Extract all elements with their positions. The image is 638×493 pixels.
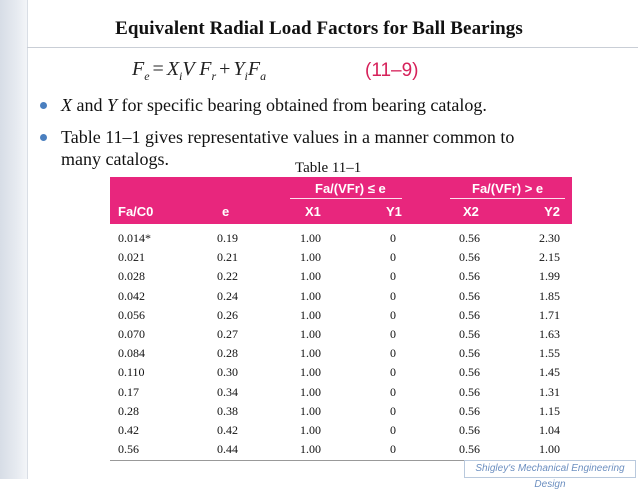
cell-x2: 0.56 <box>459 326 480 341</box>
cell-x2: 0.56 <box>459 250 480 265</box>
bullet-dot-icon <box>40 102 47 109</box>
cell-x2: 0.56 <box>459 269 480 284</box>
bullet-1-and: and <box>72 95 107 115</box>
cell-y2: 1.63 <box>539 326 560 341</box>
cell-x1: 1.00 <box>300 250 321 265</box>
header-col-y2: Y2 <box>544 204 560 219</box>
cell-x1: 1.00 <box>300 307 321 322</box>
left-decorative-band <box>0 0 27 479</box>
cell-e: 0.44 <box>217 442 238 457</box>
cell-x1: 1.00 <box>300 346 321 361</box>
eq-term2-f-sub: a <box>260 69 267 83</box>
eq-term2-y: Y <box>233 58 245 80</box>
equation-number: (11–9) <box>365 60 419 81</box>
eq-lhs: F <box>132 58 145 80</box>
left-band-divider <box>27 0 28 479</box>
cell-e: 0.21 <box>217 250 238 265</box>
table-header <box>110 177 572 224</box>
cell-fa-c0: 0.56 <box>118 442 139 457</box>
cell-y1: 0 <box>390 384 396 399</box>
cell-y1: 0 <box>390 269 396 284</box>
eq-term1-x: X <box>166 58 180 80</box>
cell-x1: 1.00 <box>300 403 321 418</box>
table-row <box>110 305 572 324</box>
cell-fa-c0: 0.42 <box>118 422 139 437</box>
cell-y2: 1.15 <box>539 403 560 418</box>
cell-x2: 0.56 <box>459 307 480 322</box>
eq-plus: + <box>219 58 231 80</box>
cell-e: 0.27 <box>217 326 238 341</box>
cell-x1: 1.00 <box>300 384 321 399</box>
cell-fa-c0: 0.084 <box>118 346 145 361</box>
header-group-1-rule <box>290 198 402 199</box>
cell-x1: 1.00 <box>300 365 321 380</box>
table-row <box>110 420 572 439</box>
eq-term2-f: F <box>247 58 261 80</box>
cell-y2: 1.00 <box>539 442 560 457</box>
cell-e: 0.26 <box>217 307 238 322</box>
eq-term1-vf-sub: r <box>211 69 217 83</box>
cell-fa-c0: 0.28 <box>118 403 139 418</box>
cell-e: 0.42 <box>217 422 238 437</box>
cell-x1: 1.00 <box>300 231 321 245</box>
cell-x1: 1.00 <box>300 288 321 303</box>
cell-fa-c0: 0.021 <box>118 250 145 265</box>
slide-title: Equivalent Radial Load Factors for Ball Bearings <box>115 18 523 39</box>
header-group-1: Fa/(VFr) ≤ e <box>315 181 386 196</box>
cell-y1: 0 <box>390 422 396 437</box>
table-caption: Table 11–1 <box>295 160 362 176</box>
cell-y1: 0 <box>390 326 396 341</box>
cell-fa-c0: 0.110 <box>118 365 145 380</box>
table-row <box>110 266 572 285</box>
cell-fa-c0: 0.028 <box>118 269 145 284</box>
cell-x2: 0.56 <box>459 365 480 380</box>
cell-x2: 0.56 <box>459 346 480 361</box>
table-row <box>110 362 572 381</box>
header-group-2-rule <box>450 198 565 199</box>
table-row <box>110 247 572 266</box>
cell-y2: 1.71 <box>539 307 560 322</box>
header-group-2: Fa/(VFr) > e <box>472 181 544 196</box>
cell-e: 0.28 <box>217 346 238 361</box>
cell-y2: 1.45 <box>539 365 560 380</box>
cell-y2: 2.15 <box>539 250 560 265</box>
cell-x2: 0.56 <box>459 442 480 457</box>
cell-x2: 0.56 <box>459 403 480 418</box>
cell-y1: 0 <box>390 346 396 361</box>
cell-y1: 0 <box>390 442 396 457</box>
table-row <box>110 382 572 401</box>
cell-e: 0.34 <box>217 384 238 399</box>
header-col-x1: X1 <box>305 204 321 219</box>
cell-y2: 1.31 <box>539 384 560 399</box>
bullet-2-line-2: many catalogs. <box>61 149 169 169</box>
cell-x1: 1.00 <box>300 326 321 341</box>
cell-x1: 1.00 <box>300 442 321 457</box>
cell-y2: 1.85 <box>539 288 560 303</box>
table-row <box>110 228 572 247</box>
cell-x2: 0.56 <box>459 231 480 245</box>
header-col-y1: Y1 <box>386 204 402 219</box>
eq-term1-vf: V F <box>182 58 212 80</box>
cell-x1: 1.00 <box>300 269 321 284</box>
bullet-dot-icon <box>40 134 47 141</box>
cell-fa-c0: 0.17 <box>118 384 139 399</box>
table-body <box>110 228 572 461</box>
equation-11-9 <box>132 58 266 84</box>
bullet-1-rest: for specific bearing obtained from bearing catalog. <box>117 95 487 115</box>
cell-y1: 0 <box>390 365 396 380</box>
eq-term1-x-sub: i <box>179 69 183 83</box>
bullet-1-y: Y <box>107 95 118 115</box>
cell-y1: 0 <box>390 403 396 418</box>
table-row <box>110 343 572 362</box>
eq-equals: = <box>152 58 164 80</box>
cell-y2: 1.55 <box>539 346 560 361</box>
cell-x2: 0.56 <box>459 288 480 303</box>
cell-e: 0.19 <box>217 231 238 245</box>
load-factor-table <box>110 177 572 461</box>
cell-y1: 0 <box>390 307 396 322</box>
cell-e: 0.22 <box>217 269 238 284</box>
table-row <box>110 401 572 420</box>
table-row <box>110 286 572 305</box>
eq-lhs-sub: e <box>144 69 150 83</box>
bullet-1-x: X <box>61 95 72 115</box>
footer-credit: Shigley's Mechanical Engineering Design <box>464 460 636 478</box>
bullet-2-line-1: Table 11–1 gives representative values in a manner common to <box>61 127 515 147</box>
cell-e: 0.24 <box>217 288 238 303</box>
cell-y1: 0 <box>390 288 396 303</box>
cell-fa-c0: 0.070 <box>118 326 145 341</box>
cell-e: 0.38 <box>217 403 238 418</box>
table-row <box>110 439 572 458</box>
cell-x2: 0.56 <box>459 384 480 399</box>
header-col-fa-c0: Fa/C0 <box>118 204 154 219</box>
cell-e: 0.30 <box>217 365 238 380</box>
cell-y2: 2.30 <box>539 231 560 245</box>
cell-y2: 1.04 <box>539 422 560 437</box>
bullet-2-text <box>61 126 514 170</box>
cell-fa-c0: 0.056 <box>118 307 145 322</box>
eq-term2-y-sub: i <box>244 69 248 83</box>
cell-fa-c0: 0.042 <box>118 288 145 303</box>
cell-y1: 0 <box>390 231 396 245</box>
cell-x1: 1.00 <box>300 422 321 437</box>
table-row <box>110 324 572 343</box>
bullet-1-text <box>61 94 487 116</box>
header-col-e: e <box>222 204 230 219</box>
title-divider <box>27 47 638 48</box>
header-col-x2: X2 <box>463 204 479 219</box>
cell-fa-c0: 0.014* <box>118 231 151 245</box>
cell-y1: 0 <box>390 250 396 265</box>
cell-x2: 0.56 <box>459 422 480 437</box>
cell-y2: 1.99 <box>539 269 560 284</box>
